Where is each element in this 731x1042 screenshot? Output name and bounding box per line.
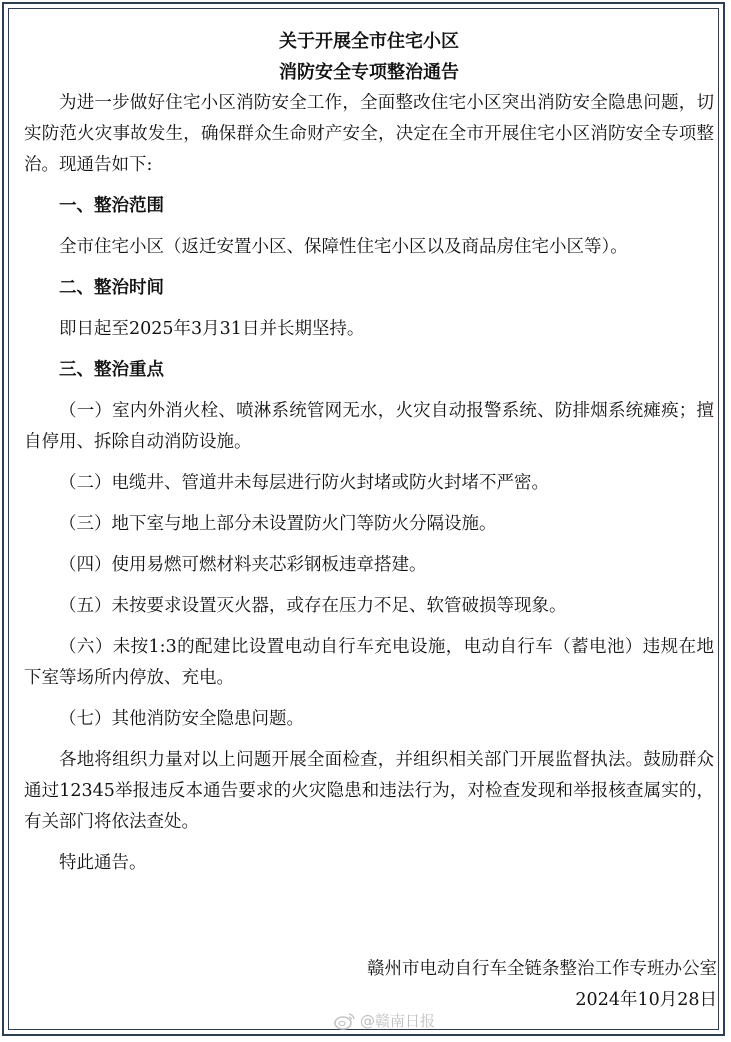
signature-organization: 赣州市电动自行车全链条整治工作专班办公室: [367, 959, 717, 979]
watermark-text: @赣南日报: [360, 1012, 436, 1030]
signature-date: 2024年10月28日: [575, 990, 717, 1010]
section-3-heading: 三、整治重点: [59, 360, 164, 380]
section-2-body: 即日起至2025年3月31日并长期坚持。: [59, 319, 365, 339]
focus-item-3: （三）地下室与地上部分未设置防火门等防火分隔设施。: [59, 514, 497, 534]
section-2-heading: 二、整治时间: [59, 278, 164, 298]
notice-statement: 特此通告。: [59, 853, 147, 873]
intro-paragraph: 为进一步做好住宅小区消防安全工作，全面整改住宅小区突出消防安全隐患问题，切实防范火灾事故发生，确保群众生命财产安全，决定在全市开展住宅小区消防安全专项整治。现通告如下:: [24, 93, 714, 175]
notice-document: [24, 26, 714, 889]
section-1-heading: 一、整治范围: [59, 196, 164, 216]
source-watermark: [334, 1010, 435, 1031]
focus-item-2: （二）电缆井、管道井未每层进行防火封堵或防火封堵不严密。: [59, 473, 549, 493]
signature-block: [367, 954, 717, 1016]
focus-item-1: （一）室内外消火栓、喷淋系统管网无水，火灾自动报警系统、防排烟系统瘫痪；擅自停用、拆除自动消防设施。: [24, 401, 714, 452]
focus-item-7: （七）其他消防安全隐患问题。: [59, 709, 304, 729]
closing-paragraph: 各地将组织力量对以上问题开展全面检查，并组织相关部门开展监督执法。鼓励群众通过12345举报违反本通告要求的火灾隐患和违法行为，对检查发现和举报核查属实的，有关部门将依法查处。: [24, 750, 714, 832]
focus-item-4: （四）使用易燃可燃材料夹芯彩钢板违章搭建。: [59, 555, 427, 575]
section-1-body: 全市住宅小区（返迁安置小区、保障性住宅小区以及商品房住宅小区等）。: [59, 237, 628, 257]
weibo-icon: [334, 1012, 356, 1030]
focus-item-5: （五）未按要求设置灭火器，或存在压力不足、软管破损等现象。: [59, 596, 567, 616]
document-title-line-1: 关于开展全市住宅小区: [279, 31, 459, 52]
document-title-line-2: 消防安全专项整治通告: [279, 62, 459, 83]
focus-item-6: （六）未按1:3的配建比设置电动自行车充电设施，电动自行车（蓄电池）违规在地下室等场所内停放、充电。: [24, 637, 714, 688]
